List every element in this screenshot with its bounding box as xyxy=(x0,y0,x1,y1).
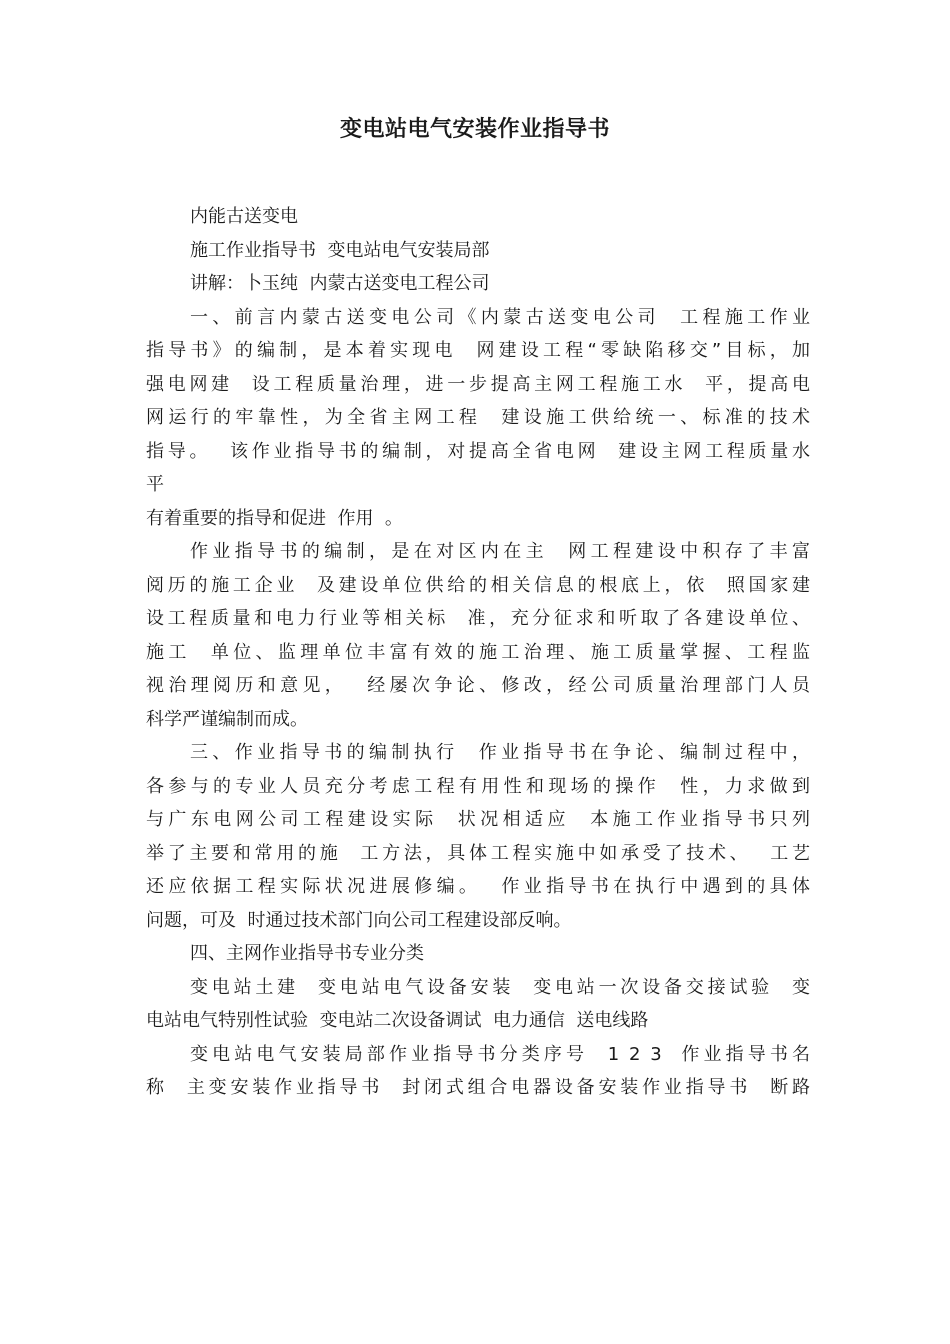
text-line: 视治理阅历和意见， 经屡次争论、修改，经公司质量治理部门人员 xyxy=(146,675,810,696)
text-line: 阅历的施工企业 及建设单位供给的相关信息的根底上，依 照国家建 xyxy=(146,574,810,596)
text-line: 一、前言内蒙古送变电公司《内蒙古送变电公司 工程施工作业 xyxy=(190,306,810,328)
text-line: 电站电气特别性试验 变电站二次设备调试 电力通信 送电线路 xyxy=(146,1010,649,1031)
text-line: 施工 单位、监理单位丰富有效的施工治理、施工质量掌握、工程监 xyxy=(146,641,810,663)
text-line: 各参与的专业人员充分考虑工程有用性和现场的操作 性，力求做到 xyxy=(146,775,810,797)
text-line: 变电站电气安装局部作业指导书分类序号 1 2 3 作业指导书名 xyxy=(190,1043,810,1065)
text-line: 称 主变安装作业指导书 封闭式组合电器设备安装作业指导书 断路 xyxy=(146,1077,810,1098)
text-line: 三、作业指导书的编制执行 作业指导书在争论、编制过程中， xyxy=(190,742,810,763)
text-line: 讲解：卜玉纯 内蒙古送变电工程公司 xyxy=(190,273,490,294)
text-line: 作业指导书的编制，是在对区内在主 网工程建设中积存了丰富 xyxy=(190,541,810,562)
text-line: 施工作业指导书 变电站电气安装局部 xyxy=(190,239,490,261)
text-line: 设工程质量和电力行业等相关标 准，充分征求和听取了各建设单位、 xyxy=(146,608,810,629)
text-line: 问题，可及 时通过技术部门向公司工程建设部反响。 xyxy=(146,909,572,931)
text-line: 与广东电网公司工程建设实际 状况相适应 本施工作业指导书只列 xyxy=(146,809,810,830)
text-line: 强电网建 设工程质量治理，进一步提高主网工程施工水 平，提高电 xyxy=(146,373,810,395)
text-line: 网运行的牢靠性，为全省主网工程 建设施工供给统一、标准的技术 xyxy=(146,407,810,428)
document-title: 变电站电气安装作业指导书 xyxy=(339,117,610,142)
text-line: 指导书》的编制，是本着实现电 网建设工程“零缺陷移交”目标，加 xyxy=(146,340,810,361)
document-body xyxy=(146,200,810,1105)
text-line: 内能古送变电 xyxy=(190,206,298,227)
text-line: 有着重要的指导和促进 作用 。 xyxy=(146,507,403,529)
text-line: 四、主网作业指导书专业分类 xyxy=(190,943,424,964)
text-line: 科学严谨编制而成。 xyxy=(146,708,308,730)
text-line: 变电站土建 变电站电气设备安装 变电站一次设备交接试验 变 xyxy=(190,976,810,998)
text-line: 还应依据工程实际状况进展修编。 作业指导书在执行中遇到的具体 xyxy=(146,876,810,897)
text-line: 平 xyxy=(146,474,164,495)
text-line: 举了主要和常用的施 工方法，具体工程实施中如承受了技术、 工艺 xyxy=(146,842,810,864)
text-line: 指导。 该作业指导书的编制，对提高全省电网 建设主网工程质量水 xyxy=(146,440,810,462)
